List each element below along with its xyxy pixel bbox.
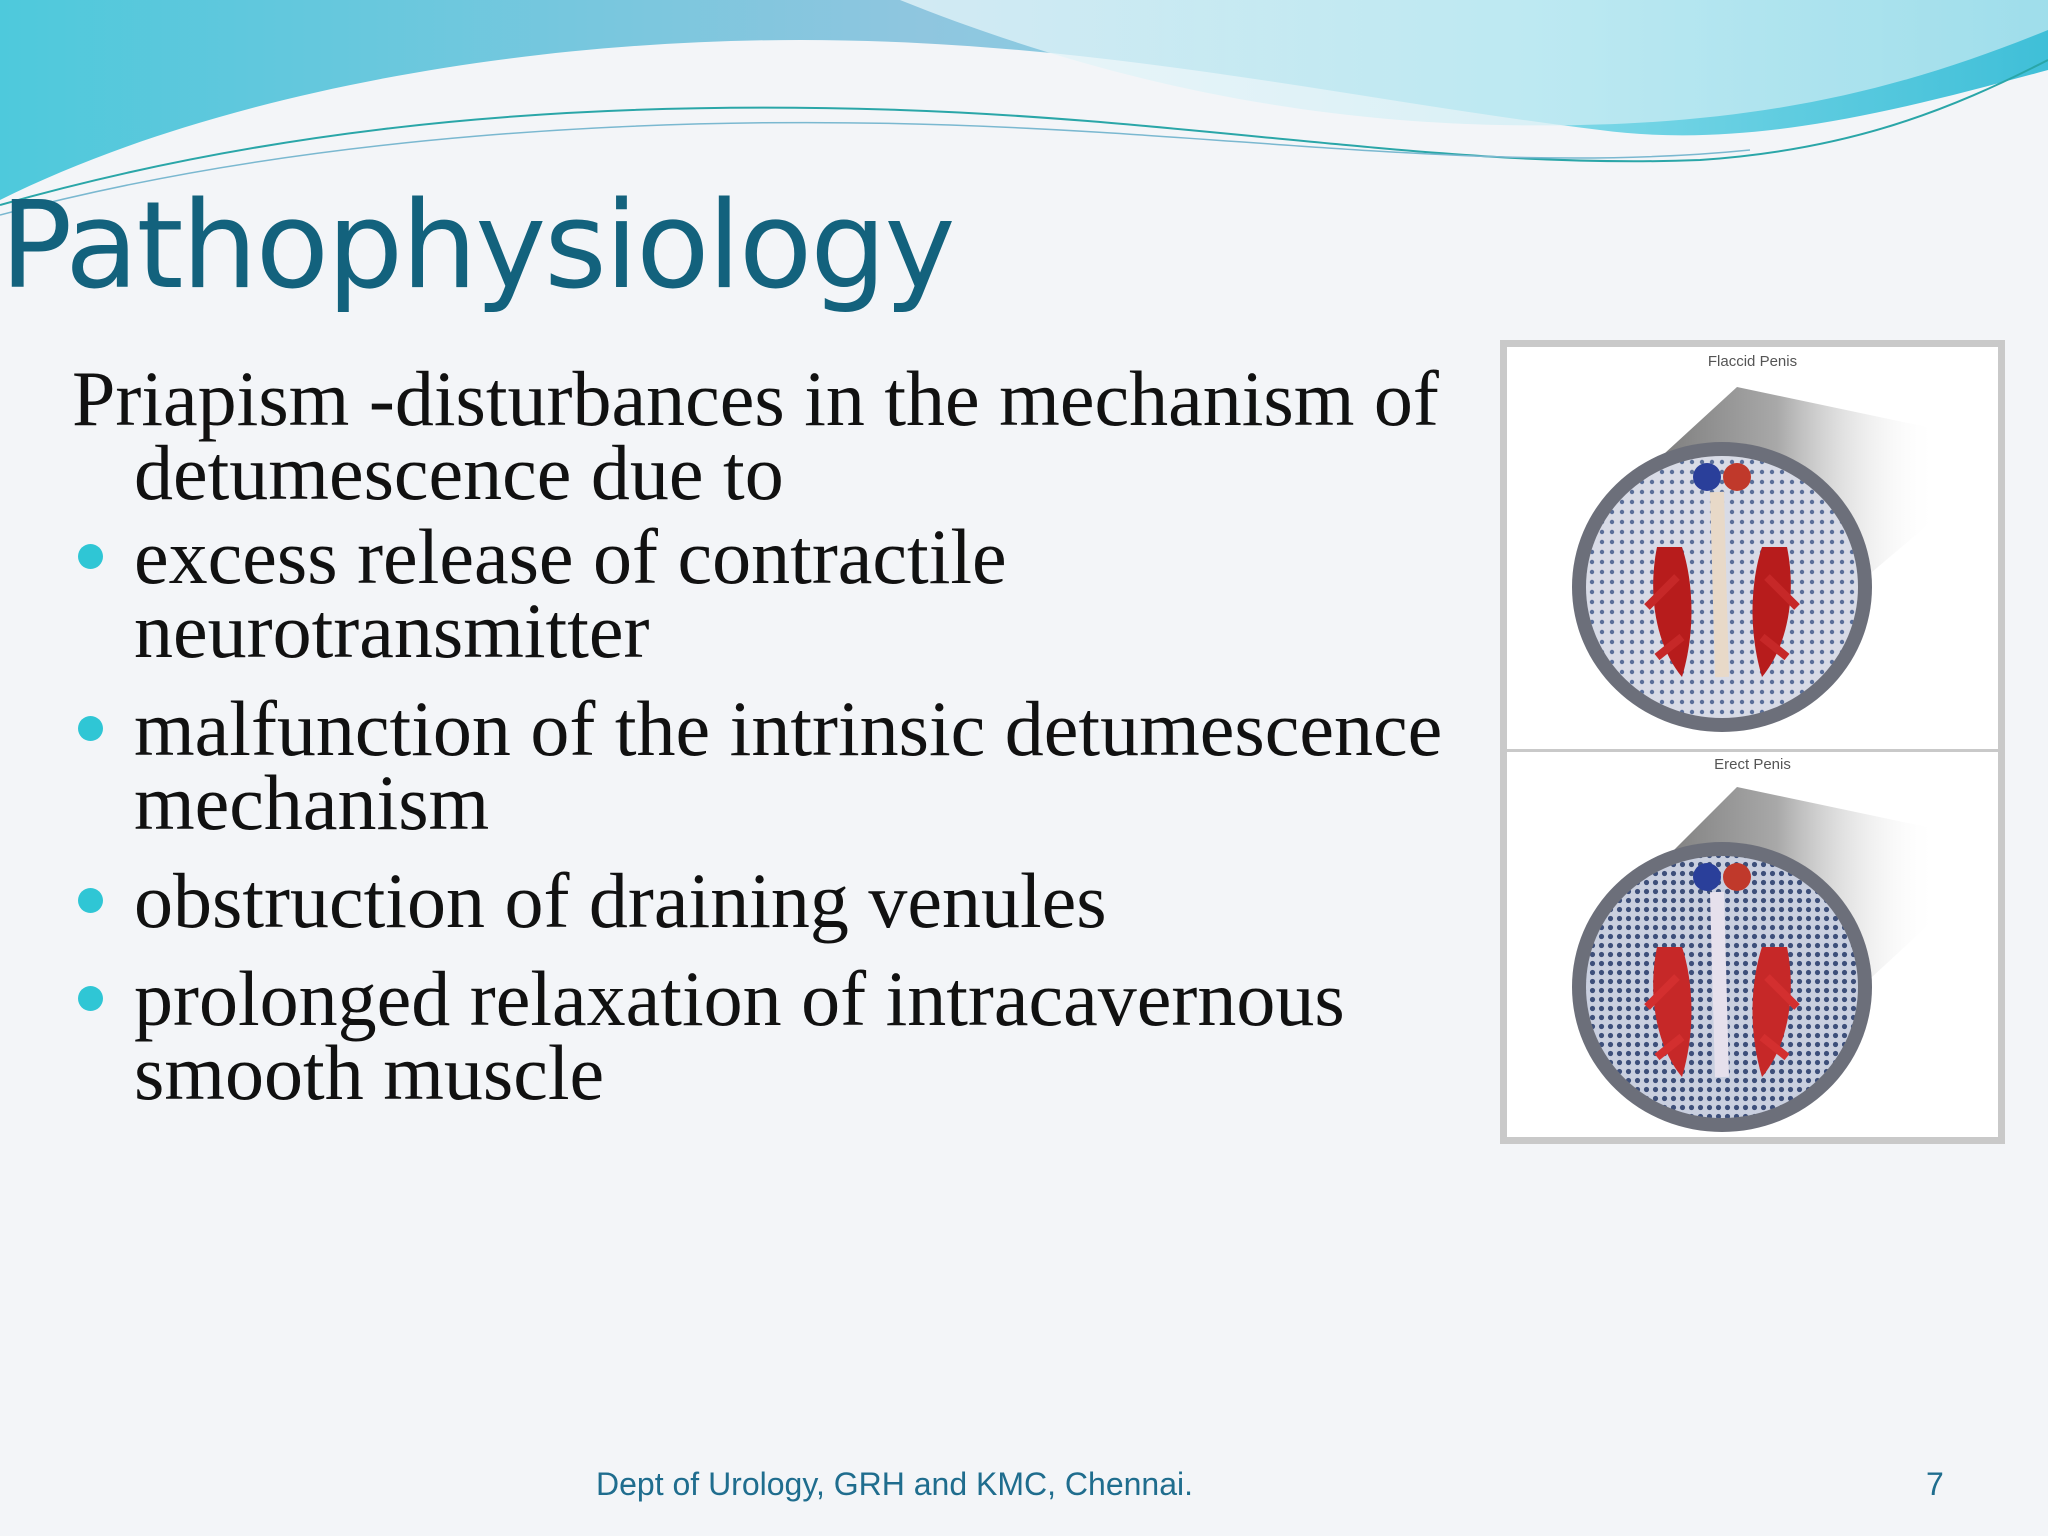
figure-caption-erect: Erect Penis bbox=[1714, 756, 1791, 773]
bullet-text: excess release of contractile neurotransmitter bbox=[134, 513, 1007, 674]
bullet-text: prolonged relaxation of intracavernous smooth muscle bbox=[134, 955, 1345, 1116]
bullet-item bbox=[72, 955, 1452, 1116]
bullet-dot-icon bbox=[78, 888, 103, 913]
bullet-text: obstruction of draining venules bbox=[134, 857, 1107, 944]
flaccid-cross-section bbox=[1572, 387, 1937, 732]
bullet-item bbox=[72, 857, 1452, 944]
penis-cross-section-illustration bbox=[1507, 347, 1998, 1137]
bullet-item bbox=[72, 513, 1452, 674]
bullet-item bbox=[72, 685, 1452, 846]
slide-body bbox=[72, 355, 1452, 1134]
slide-number: 7 bbox=[1926, 1466, 1944, 1502]
slide-title: Pathophysiology bbox=[0, 177, 954, 316]
footer-text: Dept of Urology, GRH and KMC, Chennai. bbox=[596, 1466, 1193, 1502]
intro-text: Priapism -disturbances in the mechanism of detumescence due to bbox=[72, 355, 1439, 516]
erect-cross-section bbox=[1572, 787, 1937, 1132]
anatomy-illustration bbox=[1500, 340, 2005, 1144]
bullet-text: malfunction of the intrinsic detumescence mechanism bbox=[134, 685, 1443, 846]
bullet-dot-icon bbox=[78, 544, 103, 569]
bullet-dot-icon bbox=[78, 716, 103, 741]
bullet-list bbox=[72, 513, 1452, 1116]
bullet-dot-icon bbox=[78, 986, 103, 1011]
figure-caption-flaccid: Flaccid Penis bbox=[1707, 353, 1798, 370]
